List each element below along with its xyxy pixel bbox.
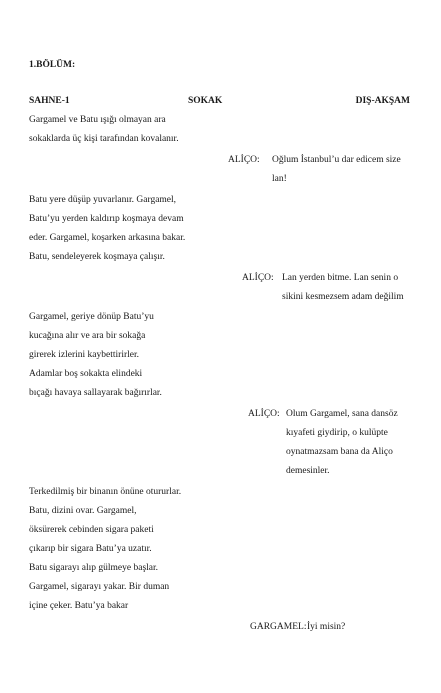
- action-line: girerek izlerini kaybettirirler.: [29, 350, 139, 360]
- action-line: Gargamel ve Batu ışığı olmayan ara: [29, 115, 166, 125]
- scene-location: SOKAK: [188, 96, 223, 106]
- dialogue-speaker: ALİÇO:: [242, 273, 274, 283]
- dialogue-speaker: ALİÇO:: [228, 155, 260, 165]
- dialogue-line: sikini kesmezsem adam değilim: [282, 292, 404, 302]
- dialogue-line: Olum Gargamel, sana dansöz: [286, 409, 398, 419]
- action-line: Batu’yu yerden kaldırıp koşmaya devam: [29, 214, 184, 224]
- scene-number: SAHNE-1: [29, 96, 70, 106]
- action-line: çıkarıp bir sigara Batu’ya uzatır.: [29, 544, 152, 554]
- scene-time: DIŞ-AKŞAM: [355, 96, 410, 106]
- dialogue-line: demesinler.: [286, 466, 330, 476]
- action-line: kucağına alır ve ara bir sokağa: [29, 331, 146, 341]
- action-line: bıçağı havaya sallayarak bağırırlar.: [29, 388, 162, 398]
- action-line: eder. Gargamel, koşarken arkasına bakar.: [29, 233, 186, 243]
- action-line: öksürerek cebinden sigara paketi: [29, 525, 154, 535]
- action-line: sokaklarda üç kişi tarafından kovalanır.: [29, 134, 179, 144]
- dialogue-line: Oğlum İstanbul’u dar edicem size: [272, 155, 401, 165]
- action-line: Batu yere düşüp yuvarlanır. Gargamel,: [29, 195, 177, 205]
- dialogue-line: İyi misin?: [307, 622, 346, 632]
- dialogue-line: oynatmazsam bana da Aliço: [286, 447, 393, 457]
- action-line: Batu, sendeleyerek koşmaya çalışır.: [29, 252, 165, 262]
- action-line: Gargamel, sigarayı yakar. Bir duman: [29, 582, 170, 592]
- action-line: Batu sigarayı alıp gülmeye başlar.: [29, 563, 159, 573]
- chapter-heading: 1.BÖLÜM:: [29, 60, 76, 70]
- dialogue-speaker: GARGAMEL:: [250, 622, 307, 632]
- action-line: içine çeker. Batu’ya bakar: [29, 601, 129, 611]
- dialogue-line: kıyafeti giydirip, o kulüpte: [286, 428, 388, 438]
- dialogue-speaker: ALİÇO:: [248, 409, 280, 419]
- action-line: Terkedilmiş bir binanın önüne otururlar.: [29, 487, 182, 497]
- action-line: Batu, dizini ovar. Gargamel,: [29, 506, 137, 516]
- action-line: Adamlar boş sokakta elindeki: [29, 369, 143, 379]
- dialogue-line: lan!: [272, 174, 287, 184]
- action-line: Gargamel, geriye dönüp Batu’yu: [29, 312, 154, 322]
- dialogue-line: Lan yerden bitme. Lan senin o: [282, 273, 399, 283]
